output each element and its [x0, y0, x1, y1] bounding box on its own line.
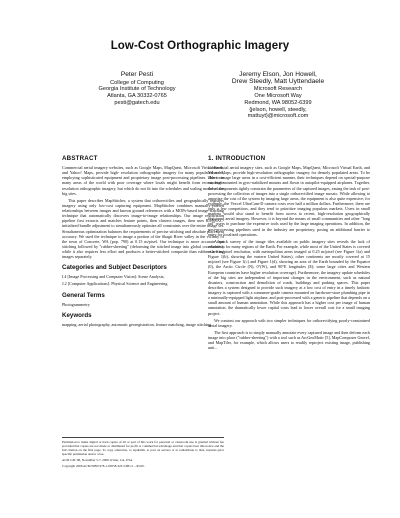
- left-column: [62, 155, 224, 329]
- author-block-2: [218, 72, 338, 120]
- author-email: mattuyt}@microsoft.com: [247, 113, 309, 120]
- intro-paragraph: The first approach is to simply manually annotate every captured image and then deform each image into place ("rubber-sheeting") with a tool such as ArcGeoMatic [5], MapComposer Georef, and MapTiler, for example, which allows users to readily reproject existing image, publishing unit...: [208, 329, 370, 351]
- keywords-heading: Keywords: [62, 311, 92, 319]
- author-line: Drew Steedly, Matt Uyttendaele: [231, 77, 325, 85]
- author-line: Jeremy Elson, Jon Howell,: [239, 71, 317, 78]
- abstract-paragraph: This paper describes MapStitcher, a system that orthorectifies and geographically registers imagery using only low-cost capturing equipment. MapStitcher combines manually-entered relationships between images and known ground references with a MOPs-based image-stitching technique that automatically discovers image-to-image relationships. Our image registration pipeline first extracts and matches feature points, then clusters images, then uses RANSAC-initialized bundle adjustment to simultaneously optimize all constraints over the entire image set. Simultaneous optimization balances the requirements of precise stitching and absolute placement accuracy. We used the technique to image a portion of the Skagit River valley in the vicinity of the town of Concrete, WA (pop. 790) at 0.15 m/pixel. Our technique is more accurate than stitching followed by "rubber-sheeting" (deforming the stitched image into global coordinates), while it also requires less effort and produces a better-stitched composite than rubber-sheeting images separately.: [62, 197, 224, 260]
- copyright-footnote: [62, 437, 224, 470]
- paper-title: Low-Cost Orthographic Imagery: [110, 40, 290, 52]
- author-line: Georgia Institute of Technology: [98, 86, 176, 93]
- category-line: J.2 [Computer Applications]: Physical Science and Engineering: [62, 281, 168, 287]
- intro-paragraph: Commercial aerial imagery sites, such as Google Maps, MapQuest, Microsoft Virtual Earth, and Yahoo! Maps, provide high-resolution orthographic imagery for densely populated areas. To be able to image large areas in a cost-efficient manner, their techniques depend on special-purpose cameras mounted in gyro-stabilized mounts and flown in autopilot-equipped airplanes. Together, these components tightly constrain the parameters of the captured images, easing the task of post-processing the collection of images into a single orthorectified image mosaic. While allowing to amortize the cost of the system by imaging large areas, the equipment is also quite expensive; for example, the Vexcel UltraCam-D camera costs over half a million dollars. Furthermore, there are only a few competitors, and they tend to prioritize imaging populous markets. Users in small markets would also stand to benefit from access to recent, high-resolution geographically registered aerial imagery. However, it is beyond the means of small communities and other "long tail" users to purchase the expensive tools used by the large imaging operations. In addition, the post-processing pipelines used in the industry are proprietary, posing an additional barrier to entry for localized operations.: [208, 165, 370, 237]
- author-block-1: [78, 72, 196, 107]
- author-line: One Microsoft Way: [254, 93, 302, 100]
- category-line: I.4 [Image Processing and Computer Vision]: Scene Analysis;: [62, 274, 165, 280]
- keywords-text: mapping, aerial photography, automatic georegistration, feature matching, image stitching: [62, 321, 212, 327]
- abstract-paragraph: Commercial aerial imagery websites, such as Google Maps, MapQuest, Microsoft Virtual Earth, and Yahoo! Maps, provide high- resolution orthographic imagery for many populated areas, employing sophisticated equipment and proprietary image post-processing pipelines. There are many areas of the world with poor coverage where locals might benefit from recent, high-resolution orthographic imagery, but which do not fit into the schedules and scaling model of the big sites.: [62, 165, 224, 196]
- author-line: Redmond, WA 98052-6399: [244, 99, 312, 106]
- author-line: College of Computing: [110, 79, 164, 86]
- abstract-heading: ABSTRACT: [62, 155, 98, 162]
- intro-paragraph: A quick survey of the image tiles available on public imagery sites reveals the lack of resolution for many regions of the Earth. For example, while most of the United States is covered at a 1 m/pixel resolution, with metropolitan areas imaged at 0.25 m/pixel (see Figure 1(a) and Figure 1(b), showing the eastern United States), other continents are mostly covered at 15 m/pixel (see Figure 1(c) and Figure 1(d), showing an area of the Earth bounded by the Equator (0), the Arctic Circle (N), 0°(W), and 90°E longitudes (E); some large cities and Western European countries have higher resolution coverage). Furthermore, the imagery update schedules of the big sites are independent of important changes in the environment, such as natural disasters, construction and demolition of roads, buildings and parking spaces. This paper describes a system designed to provide such imagery at a low cost of entry in a timely fashion: imagery is captured with a consumer-grade camera mounted on hardware-store plumbing pipe in a minimally-equipped light airplane, and post-processed with a generic pipeline that depends on a small amount of human annotation. While this approach has a higher cost per image of human annotation, the dramatically lower capital costs lead to lower overall cost for a small imaging project.: [208, 238, 370, 316]
- author-line: Microsoft Research: [253, 86, 303, 93]
- general-terms-heading: General Terms: [62, 291, 105, 299]
- intro-paragraph: We contrast our approach with two simpler techniques for orthorectifying poorly-constrained aerial imagery.: [208, 317, 370, 328]
- author-line: Peter Pesti: [120, 71, 154, 78]
- footnote-venue: ACM GIS '08, November 5-7, 2008. Irvine, CA, USA: [62, 458, 133, 463]
- introduction-heading: 1. INTRODUCTION: [208, 155, 266, 162]
- right-column: [208, 155, 370, 352]
- general-terms-text: Photogrammetry: [62, 301, 90, 307]
- footnote-permission: Permission to make digital or hard copies of all or part of this work for personal or classroom use is granted without fee provided that copies are not made or distributed for profit or commercial advantage and that copies bear this notice and the full citation on the first page. To copy otherwise, to republish, to post on servers or to redistribute to lists, requires prior specific permission and/or a fee.: [62, 440, 224, 457]
- author-email: {jelson, howell, steedly,: [249, 106, 307, 113]
- footnote-copyright: Copyright 2008 ACM ISBN 978-1-60558-323-5/08/11 ...$5.00.: [62, 464, 145, 469]
- categories-heading: Categories and Subject Descriptors: [62, 264, 167, 272]
- author-line: Atlanta, GA 30332-0765: [107, 93, 167, 100]
- author-email: pesti@gatech.edu: [114, 99, 160, 106]
